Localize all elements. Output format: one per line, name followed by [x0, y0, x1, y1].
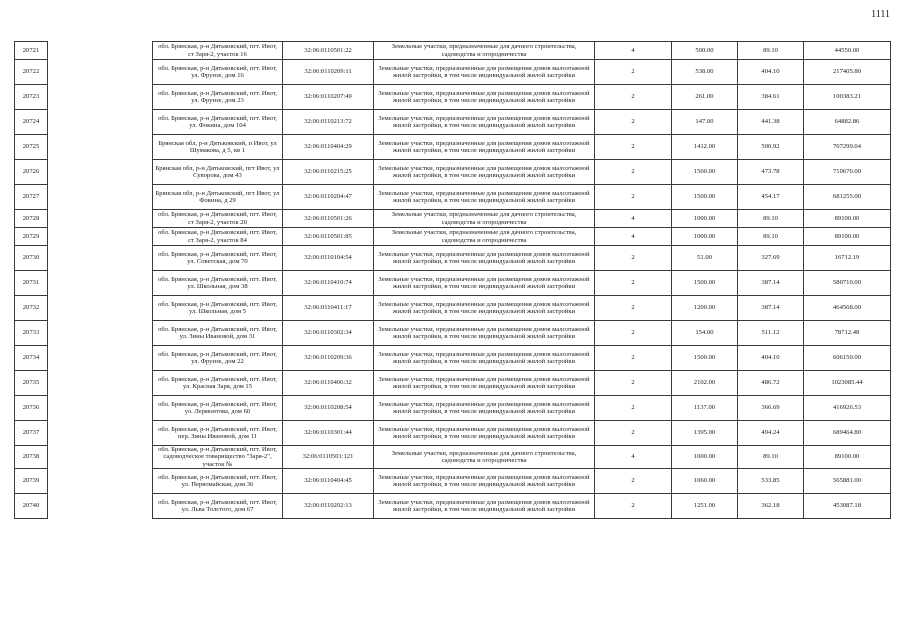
cadastral-number-cell: 32:06:0110213:72 — [283, 110, 374, 135]
address-cell: обл. Брянская, р-н Дятьковский, пгт. Ивот, ст Заря-2, участок 16 — [153, 42, 283, 60]
cadastral-value-cell: 44550.00 — [804, 42, 891, 60]
group-code-cell: 2 — [595, 110, 672, 135]
address-cell: Брянская обл, р-н Дятьковский, пгт Ивот, ул Фокина, д 29 — [153, 185, 283, 210]
cadastral-value-cell: 707299.04 — [804, 135, 891, 160]
cadastral-number-cell: 32:06:0110501:26 — [283, 210, 374, 228]
specific-value-cell: 404.10 — [738, 60, 804, 85]
cadastral-value-cell: 89100.00 — [804, 446, 891, 469]
specific-value-cell: 473.78 — [738, 160, 804, 185]
area-cell: 1000.00 — [672, 210, 738, 228]
gap-cell — [48, 446, 153, 469]
cadastral-value-cell: 100383.21 — [804, 85, 891, 110]
table-row — [15, 60, 891, 85]
table-row — [15, 469, 891, 494]
gap-cell — [48, 494, 153, 519]
gap-cell — [48, 60, 153, 85]
group-code-cell: 2 — [595, 85, 672, 110]
row-id-cell: 20735 — [15, 371, 48, 396]
area-cell: 1251.00 — [672, 494, 738, 519]
area-cell: 1500.00 — [672, 271, 738, 296]
land-purpose-cell: Земельные участки, предназначенные для дачного строительства, садоводства и огородничества — [374, 446, 595, 469]
table-row — [15, 185, 891, 210]
land-purpose-cell: Земельные участки, предназначенные для размещения домов малоэтажной жилой застройки, в том числе индивидуальной жилой застройки — [374, 160, 595, 185]
gap-cell — [48, 469, 153, 494]
cadastral-number-cell: 32:06:0110501:85 — [283, 228, 374, 246]
land-purpose-cell: Земельные участки, предназначенные для размещения домов малоэтажной жилой застройки, в том числе индивидуальной жилой застройки — [374, 110, 595, 135]
cadastral-number-cell: 32:06:0110404:45 — [283, 469, 374, 494]
address-cell: обл. Брянская, р-н Дятьковский, пгт. Ивот, садоводческое товарищество "Заря-2", участок № — [153, 446, 283, 469]
group-code-cell: 2 — [595, 60, 672, 85]
gap-cell — [48, 421, 153, 446]
land-purpose-cell: Земельные участки, предназначенные для размещения домов малоэтажной жилой застройки, в том числе индивидуальной жилой застройки — [374, 494, 595, 519]
table-row — [15, 160, 891, 185]
cadastral-number-cell: 32:06:0110202:13 — [283, 494, 374, 519]
group-code-cell: 4 — [595, 42, 672, 60]
land-purpose-cell: Земельные участки, предназначенные для размещения домов малоэтажной жилой застройки, в том числе индивидуальной жилой застройки — [374, 296, 595, 321]
area-cell: 538.00 — [672, 60, 738, 85]
specific-value-cell: 384.61 — [738, 85, 804, 110]
table-row — [15, 296, 891, 321]
land-purpose-cell: Земельные участки, предназначенные для размещения домов малоэтажной жилой застройки, в том числе индивидуальной жилой застройки — [374, 371, 595, 396]
cadastral-value-cell: 78712.48 — [804, 321, 891, 346]
table-row — [15, 494, 891, 519]
row-id-cell: 20729 — [15, 228, 48, 246]
cadastral-value-cell: 1023085.44 — [804, 371, 891, 396]
land-purpose-cell: Земельные участки, предназначенные для размещения домов малоэтажной жилой застройки, в том числе индивидуальной жилой застройки — [374, 396, 595, 421]
address-cell: Брянская обл, р-н Дятьковский, п Ивот, ул Шумакова, д 5, кв 1 — [153, 135, 283, 160]
specific-value-cell: 404.10 — [738, 346, 804, 371]
cadastral-number-cell: 32:06:0110410:74 — [283, 271, 374, 296]
table-row — [15, 110, 891, 135]
address-cell: обл. Брянская, р-н Дятьковский, пгт. Ивот, ул. Первомайская, дом 36 — [153, 469, 283, 494]
specific-value-cell: 366.69 — [738, 396, 804, 421]
row-id-cell: 20739 — [15, 469, 48, 494]
address-cell: обл. Брянская, р-н Дятьковский, пгт. Ивот, ул. Льва Толстого, дом 67 — [153, 494, 283, 519]
area-cell: 1000.00 — [672, 446, 738, 469]
group-code-cell: 4 — [595, 446, 672, 469]
row-id-cell: 20727 — [15, 185, 48, 210]
group-code-cell: 2 — [595, 346, 672, 371]
row-id-cell: 20736 — [15, 396, 48, 421]
group-code-cell: 2 — [595, 321, 672, 346]
area-cell: 1000.00 — [672, 228, 738, 246]
group-code-cell: 2 — [595, 494, 672, 519]
cadastral-number-cell: 32:06:0110104:54 — [283, 246, 374, 271]
cadastral-number-cell: 32:06:0110208:54 — [283, 396, 374, 421]
land-purpose-cell: Земельные участки, предназначенные для размещения домов малоэтажной жилой застройки, в том числе индивидуальной жилой застройки — [374, 469, 595, 494]
table-row — [15, 42, 891, 60]
address-cell: обл. Брянская, р-н Дятьковский, пгт. Ивот, ул. Школьная, дом 5 — [153, 296, 283, 321]
cadastral-value-cell: 217405.80 — [804, 60, 891, 85]
group-code-cell: 2 — [595, 160, 672, 185]
group-code-cell: 2 — [595, 421, 672, 446]
table-row — [15, 421, 891, 446]
gap-cell — [48, 321, 153, 346]
row-id-cell: 20732 — [15, 296, 48, 321]
cadastral-value-cell: 89100.00 — [804, 210, 891, 228]
cadastral-number-cell: 32:06:0110302:34 — [283, 321, 374, 346]
row-id-cell: 20728 — [15, 210, 48, 228]
land-purpose-cell: Земельные участки, предназначенные для размещения домов малоэтажной жилой застройки, в том числе индивидуальной жилой застройки — [374, 421, 595, 446]
row-id-cell: 20731 — [15, 271, 48, 296]
gap-cell — [48, 85, 153, 110]
land-purpose-cell: Земельные участки, предназначенные для размещения домов малоэтажной жилой застройки, в том числе индивидуальной жилой застройки — [374, 321, 595, 346]
group-code-cell: 4 — [595, 210, 672, 228]
land-plots-table — [14, 41, 891, 519]
specific-value-cell: 511.12 — [738, 321, 804, 346]
cadastral-number-cell: 32:06:0110207:49 — [283, 85, 374, 110]
specific-value-cell: 362.18 — [738, 494, 804, 519]
area-cell: 147.00 — [672, 110, 738, 135]
cadastral-number-cell: 32:06:0110209:36 — [283, 346, 374, 371]
specific-value-cell: 387.14 — [738, 296, 804, 321]
specific-value-cell: 441.38 — [738, 110, 804, 135]
address-cell: обл. Брянская, р-н Дятьковский, пгт. Ивот, ул. Лермонтова, дом 60 — [153, 396, 283, 421]
table-row — [15, 346, 891, 371]
cadastral-number-cell: 32:06:0110215:25 — [283, 160, 374, 185]
area-cell: 1500.00 — [672, 346, 738, 371]
specific-value-cell: 89.10 — [738, 42, 804, 60]
group-code-cell: 2 — [595, 469, 672, 494]
specific-value-cell: 89.10 — [738, 228, 804, 246]
gap-cell — [48, 246, 153, 271]
address-cell: обл. Брянская, р-н Дятьковский, пгт. Ивот, ул. Красная Заря, дом 15 — [153, 371, 283, 396]
area-cell: 261.00 — [672, 85, 738, 110]
gap-cell — [48, 42, 153, 60]
specific-value-cell: 486.72 — [738, 371, 804, 396]
row-id-cell: 20740 — [15, 494, 48, 519]
area-cell: 1395.00 — [672, 421, 738, 446]
gap-cell — [48, 228, 153, 246]
address-cell: обл. Брянская, р-н Дятьковский, пгт. Ивот, ул. Фрунзе, дом 23 — [153, 85, 283, 110]
area-cell: 1412.00 — [672, 135, 738, 160]
table-row — [15, 228, 891, 246]
address-cell: обл. Брянская, р-н Дятьковский, пгт. Ивот, ст Заря-2, участок 20 — [153, 210, 283, 228]
cadastral-number-cell: 32:06:0110501:121 — [283, 446, 374, 469]
group-code-cell: 4 — [595, 228, 672, 246]
table-row — [15, 446, 891, 469]
row-id-cell: 20737 — [15, 421, 48, 446]
table-row — [15, 396, 891, 421]
cadastral-number-cell: 32:06:0110406:32 — [283, 371, 374, 396]
specific-value-cell: 89.10 — [738, 446, 804, 469]
specific-value-cell: 387.14 — [738, 271, 804, 296]
area-cell: 2102.00 — [672, 371, 738, 396]
row-id-cell: 20722 — [15, 60, 48, 85]
specific-value-cell: 327.69 — [738, 246, 804, 271]
land-purpose-cell: Земельные участки, предназначенные для дачного строительства, садоводства и огородничества — [374, 42, 595, 60]
address-cell: обл. Брянская, р-н Дятьковский, пгт. Ивот, ул. Фрунзе, дом 16 — [153, 60, 283, 85]
group-code-cell: 2 — [595, 271, 672, 296]
gap-cell — [48, 271, 153, 296]
address-cell: Брянская обл, р-н Дятьковский, пгт Ивот, ул Суворова, дом 43 — [153, 160, 283, 185]
table-row — [15, 271, 891, 296]
area-cell: 1500.00 — [672, 185, 738, 210]
row-id-cell: 20738 — [15, 446, 48, 469]
land-purpose-cell: Земельные участки, предназначенные для размещения домов малоэтажной жилой застройки, в том числе индивидуальной жилой застройки — [374, 246, 595, 271]
specific-value-cell: 533.85 — [738, 469, 804, 494]
cadastral-value-cell: 681255.00 — [804, 185, 891, 210]
cadastral-value-cell: 16712.19 — [804, 246, 891, 271]
row-id-cell: 20734 — [15, 346, 48, 371]
gap-cell — [48, 296, 153, 321]
land-purpose-cell: Земельные участки, предназначенные для размещения домов малоэтажной жилой застройки, в том числе индивидуальной жилой застройки — [374, 346, 595, 371]
cadastral-number-cell: 32:06:0110501:22 — [283, 42, 374, 60]
gap-cell — [48, 396, 153, 421]
row-id-cell: 20721 — [15, 42, 48, 60]
address-cell: обл. Брянская, р-н Дятьковский, пгт. Ивот, ул. Зины Ивановой, дом 31 — [153, 321, 283, 346]
land-purpose-cell: Земельные участки, предназначенные для размещения домов малоэтажной жилой застройки, в том числе индивидуальной жилой застройки — [374, 85, 595, 110]
cadastral-value-cell: 710670.00 — [804, 160, 891, 185]
land-purpose-cell: Земельные участки, предназначенные для размещения домов малоэтажной жилой застройки, в том числе индивидуальной жилой застройки — [374, 60, 595, 85]
group-code-cell: 2 — [595, 296, 672, 321]
address-cell: обл. Брянская, р-н Дятьковский, пгт. Ивот, ул. Школьная, дом 38 — [153, 271, 283, 296]
area-cell: 154.00 — [672, 321, 738, 346]
area-cell: 1200.00 — [672, 296, 738, 321]
specific-value-cell: 454.17 — [738, 185, 804, 210]
specific-value-cell: 494.24 — [738, 421, 804, 446]
group-code-cell: 2 — [595, 246, 672, 271]
cadastral-value-cell: 416926.53 — [804, 396, 891, 421]
area-cell: 1060.00 — [672, 469, 738, 494]
group-code-cell: 2 — [595, 396, 672, 421]
row-id-cell: 20726 — [15, 160, 48, 185]
row-id-cell: 20724 — [15, 110, 48, 135]
address-cell: обл. Брянская, р-н Дятьковский, пгт. Ивот, ул. Фокина, дом 104 — [153, 110, 283, 135]
cadastral-number-cell: 32:06:0110411:17 — [283, 296, 374, 321]
gap-cell — [48, 371, 153, 396]
table-row — [15, 85, 891, 110]
land-purpose-cell: Земельные участки, предназначенные для размещения домов малоэтажной жилой застройки, в том числе индивидуальной жилой застройки — [374, 135, 595, 160]
area-cell: 500.00 — [672, 42, 738, 60]
cadastral-value-cell: 606150.00 — [804, 346, 891, 371]
gap-cell — [48, 210, 153, 228]
cadastral-value-cell: 453087.18 — [804, 494, 891, 519]
page-number: 1111 — [871, 9, 890, 20]
table-row — [15, 246, 891, 271]
gap-cell — [48, 110, 153, 135]
area-cell: 1137.00 — [672, 396, 738, 421]
cadastral-value-cell: 580710.00 — [804, 271, 891, 296]
land-purpose-cell: Земельные участки, предназначенные для дачного строительства, садоводства и огородничества — [374, 210, 595, 228]
cadastral-number-cell: 32:06:0110301:44 — [283, 421, 374, 446]
address-cell: обл. Брянская, р-н Дятьковский, пгт. Ивот, пер. Зины Ивановой, дом 11 — [153, 421, 283, 446]
address-cell: обл. Брянская, р-н Дятьковский, пгт. Ивот, ул. Фрунзе, дом 22 — [153, 346, 283, 371]
address-cell: обл. Брянская, р-н Дятьковский, пгт. Ивот, ст Заря-2, участок 84 — [153, 228, 283, 246]
land-purpose-cell: Земельные участки, предназначенные для размещения домов малоэтажной жилой застройки, в том числе индивидуальной жилой застройки — [374, 271, 595, 296]
row-id-cell: 20730 — [15, 246, 48, 271]
cadastral-value-cell: 89100.00 — [804, 228, 891, 246]
row-id-cell: 20725 — [15, 135, 48, 160]
table-row — [15, 371, 891, 396]
area-cell: 1500.00 — [672, 160, 738, 185]
table-row — [15, 210, 891, 228]
cadastral-number-cell: 32:06:0110204:47 — [283, 185, 374, 210]
cadastral-number-cell: 32:06:0110209:11 — [283, 60, 374, 85]
table-row — [15, 135, 891, 160]
address-cell: обл. Брянская, р-н Дятьковский, пгт. Ивот, ул. Советская, дом 70 — [153, 246, 283, 271]
area-cell: 51.00 — [672, 246, 738, 271]
row-id-cell: 20723 — [15, 85, 48, 110]
gap-cell — [48, 185, 153, 210]
specific-value-cell: 89.10 — [738, 210, 804, 228]
cadastral-number-cell: 32:06:0110404:29 — [283, 135, 374, 160]
cadastral-value-cell: 565881.00 — [804, 469, 891, 494]
cadastral-value-cell: 689464.80 — [804, 421, 891, 446]
gap-cell — [48, 135, 153, 160]
land-purpose-cell: Земельные участки, предназначенные для размещения домов малоэтажной жилой застройки, в том числе индивидуальной жилой застройки — [374, 185, 595, 210]
group-code-cell: 2 — [595, 371, 672, 396]
cadastral-value-cell: 464568.00 — [804, 296, 891, 321]
gap-cell — [48, 346, 153, 371]
row-id-cell: 20733 — [15, 321, 48, 346]
specific-value-cell: 500.92 — [738, 135, 804, 160]
group-code-cell: 2 — [595, 135, 672, 160]
cadastral-value-cell: 64882.86 — [804, 110, 891, 135]
land-purpose-cell: Земельные участки, предназначенные для дачного строительства, садоводства и огородничества — [374, 228, 595, 246]
group-code-cell: 2 — [595, 185, 672, 210]
table-row — [15, 321, 891, 346]
gap-cell — [48, 160, 153, 185]
